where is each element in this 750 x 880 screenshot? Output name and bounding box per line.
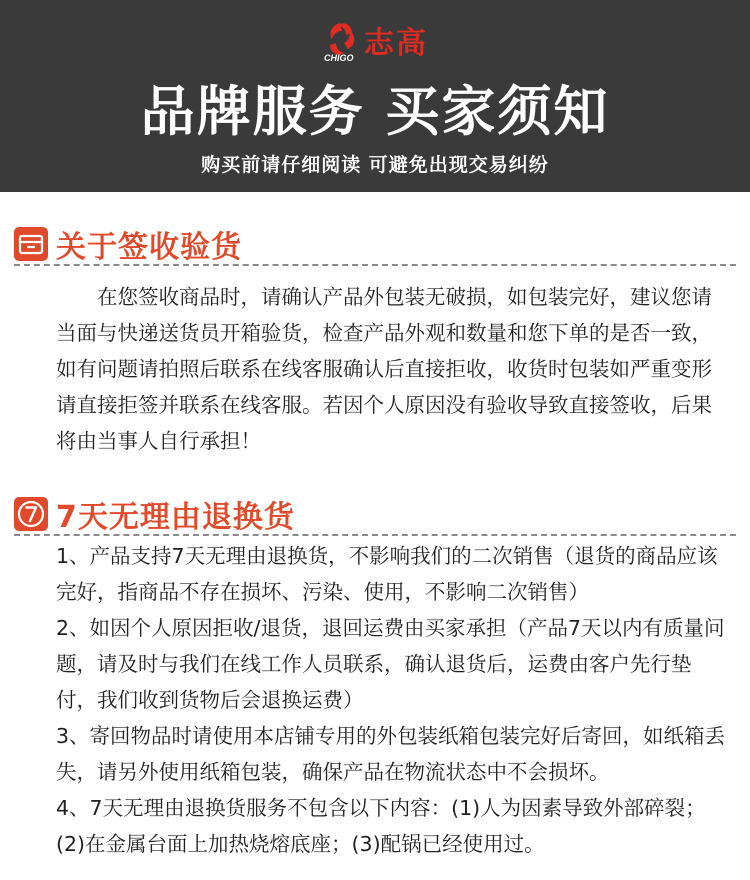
list-item: 2、如因个人原因拒收/退货，退回运费由买家承担（产品7天以内有质量问题，请及时与我们在线工作人员联系，确认退货后，运费由客户先行垫付，我们收到货物后会退换运费） xyxy=(56,616,725,712)
list-item: 3、寄回物品时请使用本店铺专用的外包装纸箱包装完好后寄回，如纸箱丢失，请另外使用纸箱包装，确保产品在物流状态中不会损坏。 xyxy=(56,724,726,784)
brand-header xyxy=(0,0,750,192)
page-subtitle: 购买前请仔细阅读 可避免出现交易纠纷 xyxy=(201,154,549,176)
section-heading-inspection xyxy=(14,222,242,266)
brand-sub-text: CHIGO xyxy=(324,53,354,63)
section-divider xyxy=(14,264,736,266)
seven-day-icon xyxy=(14,497,48,531)
section-divider xyxy=(14,534,736,536)
paragraph: 在您签收商品时，请确认产品外包装无破损，如包装完好，建议您请当面与快递送货员开箱验货，检查产品外观和数量和您下单的是否一致，如有问题请拍照后联系在线客服确认后直接拒收，收货时包装如严重变形请直接拒签并联系在线客服。若因个人原因没有验收导致直接签收，后果将由当事人自行承担！ xyxy=(56,285,712,453)
section-heading-returns xyxy=(14,492,295,536)
list-item: 4、7天无理由退换货服务不包含以下内容：(1)人为因素导致外部碎裂；(2)在金属台面上加热烧熔底座；(3)配锅已经使用过。 xyxy=(56,796,706,856)
list-item: 1、产品支持7天无理由退换货，不影响我们的二次销售（退货的商品应该完好，指商品不存在损坏、污染、使用，不影响二次销售） xyxy=(56,544,718,604)
section-title: 关于签收验货 xyxy=(56,230,242,265)
box-icon xyxy=(14,227,48,261)
page-title: 品牌服务 买家须知 xyxy=(140,80,610,143)
section-body-inspection xyxy=(56,279,732,459)
brand-name: 志高 xyxy=(364,26,428,61)
section-body-returns xyxy=(56,538,732,862)
section-title: 7天无理由退换货 xyxy=(56,500,295,535)
chigo-logo-icon xyxy=(322,19,358,61)
brand-logo xyxy=(0,18,750,62)
